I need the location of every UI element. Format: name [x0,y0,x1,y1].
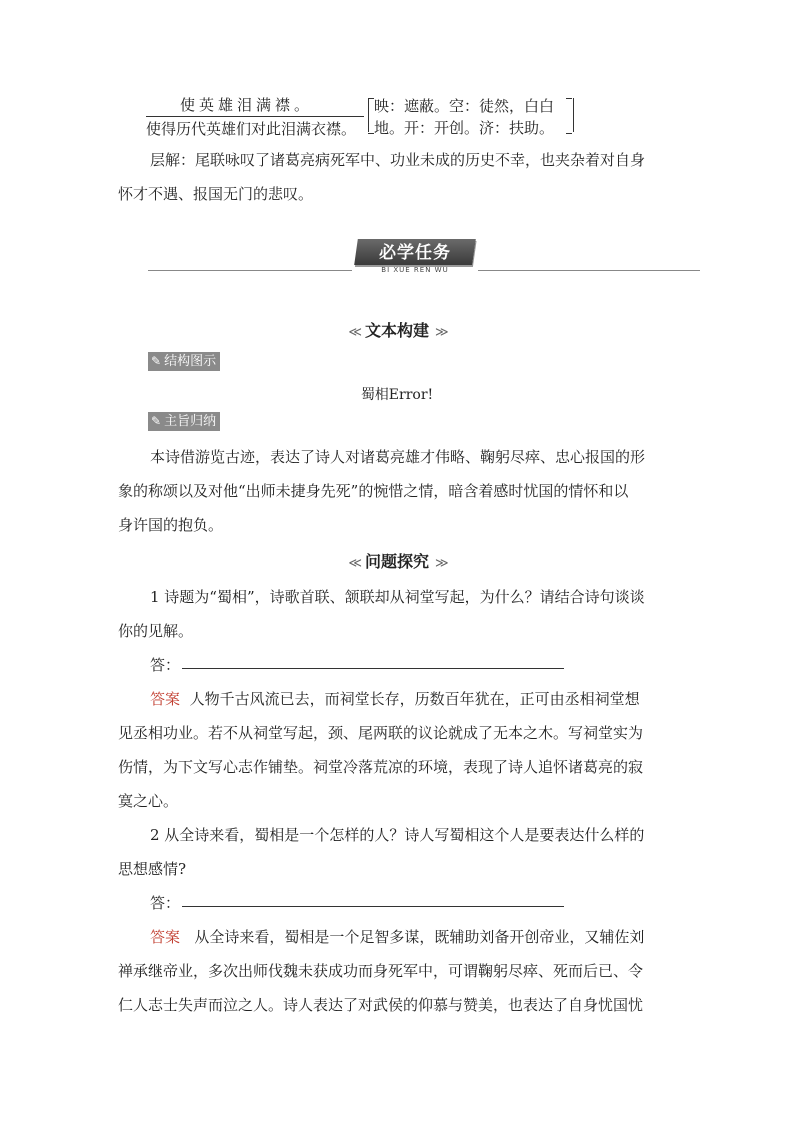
answer-label: 答案 [150,928,181,946]
structure-diagram-text: 蜀相Error! [360,387,434,403]
answer-label: 答案 [150,690,181,708]
note-bracket-ticks-right [566,98,572,134]
annotation-line-2: 地。开：开创。济：扶助。 [374,119,555,137]
ornament-right-icon: ≫ [435,556,446,571]
answer-1-line-2: 见丞相功业。若不从祠堂写起，颈、尾两联的议论就成了无本之木。写祠堂实为 [118,724,644,742]
question-2-line-1: 2 从全诗来看，蜀相是一个怎样的人？诗人写蜀相这个人是要表达什么样的 [150,826,645,844]
answer-1-line-4: 寞之心。 [118,792,179,810]
section-heading-text-build: ≪ 文本构建 ≫ [348,321,446,340]
verse-line-original: 使英雄泪满襟。 [180,96,314,114]
tag-structure: ✎ 结构图示 [148,352,220,371]
analysis-line-1: 层解：尾联咏叹了诸葛亮病死军中、功业未成的历史不幸，也夹杂着对自身 [150,151,646,169]
answer-input-line-2[interactable] [182,906,564,907]
tag-theme: ✎ 主旨归纳 [148,412,220,431]
banner-rule-right [478,270,700,271]
theme-line-1: 本诗借游览古迹，表达了诗人对诸葛亮雄才伟略、鞠躬尽瘁、忠心报国的形 [150,448,646,466]
pen-icon: ✎ [151,354,162,368]
banner-rule-left [148,270,352,271]
ornament-right-icon: ≫ [435,325,446,340]
theme-line-2: 象的称颂以及对他“出师未捷身先死”的惋惜之情，暗含着感时忧国的情怀和以 [118,482,629,500]
answer-input-line-1[interactable] [182,668,564,669]
ornament-left-icon: ≪ [348,325,359,340]
question-1-line-1: 1 诗题为“蜀相”，诗歌首联、颔联却从祠堂写起，为什么？请结合诗句谈谈 [150,588,645,606]
answer-2-line-1: 答案 从全诗来看，蜀相是一个足智多谋，既辅助刘备开创帝业，又辅佐刘 [150,928,645,946]
answer-2-line-3: 仁人志士失声而泣之人。诗人表达了对武侯的仰慕与赞美，也表达了自身忧国忧 [118,996,644,1014]
answer-1-line-1: 答案 人物千古风流已去，而祠堂长存，历数百年犹在，正可由丞相祠堂想 [150,690,640,708]
pen-icon: ✎ [151,414,162,428]
theme-line-3: 身许国的抱负。 [118,516,224,534]
question-2-line-2: 思想感情? [118,860,187,878]
annotation-line-1: 映：遮蔽。空：徒然，白白 [374,97,555,115]
verse-underline [146,116,364,117]
banner-subtitle: BI XUE REN WU [381,266,449,274]
answer-1-line-3: 伤情，为下文写心志作铺垫。祠堂冷落荒凉的环境，表现了诗人追怀诸葛亮的寂 [118,758,644,776]
banner-title: 必学任务 [379,243,451,263]
answer-2-line-2: 禅承继帝业，多次出师伐魏未获成功而身死军中，可谓鞠躬尽瘁、死而后已、令 [118,962,644,980]
verse-line-translation: 使得历代英雄们对此泪满衣襟。 [146,120,357,138]
answer-prompt-1: 答： [150,656,181,674]
analysis-line-2: 怀才不遇、报国无门的悲叹。 [118,185,314,203]
section-heading-problem-explore: ≪ 问题探究 ≫ [348,552,446,571]
question-1-line-2: 你的见解。 [118,622,194,640]
ornament-left-icon: ≪ [348,556,359,571]
answer-prompt-2: 答： [150,894,181,912]
